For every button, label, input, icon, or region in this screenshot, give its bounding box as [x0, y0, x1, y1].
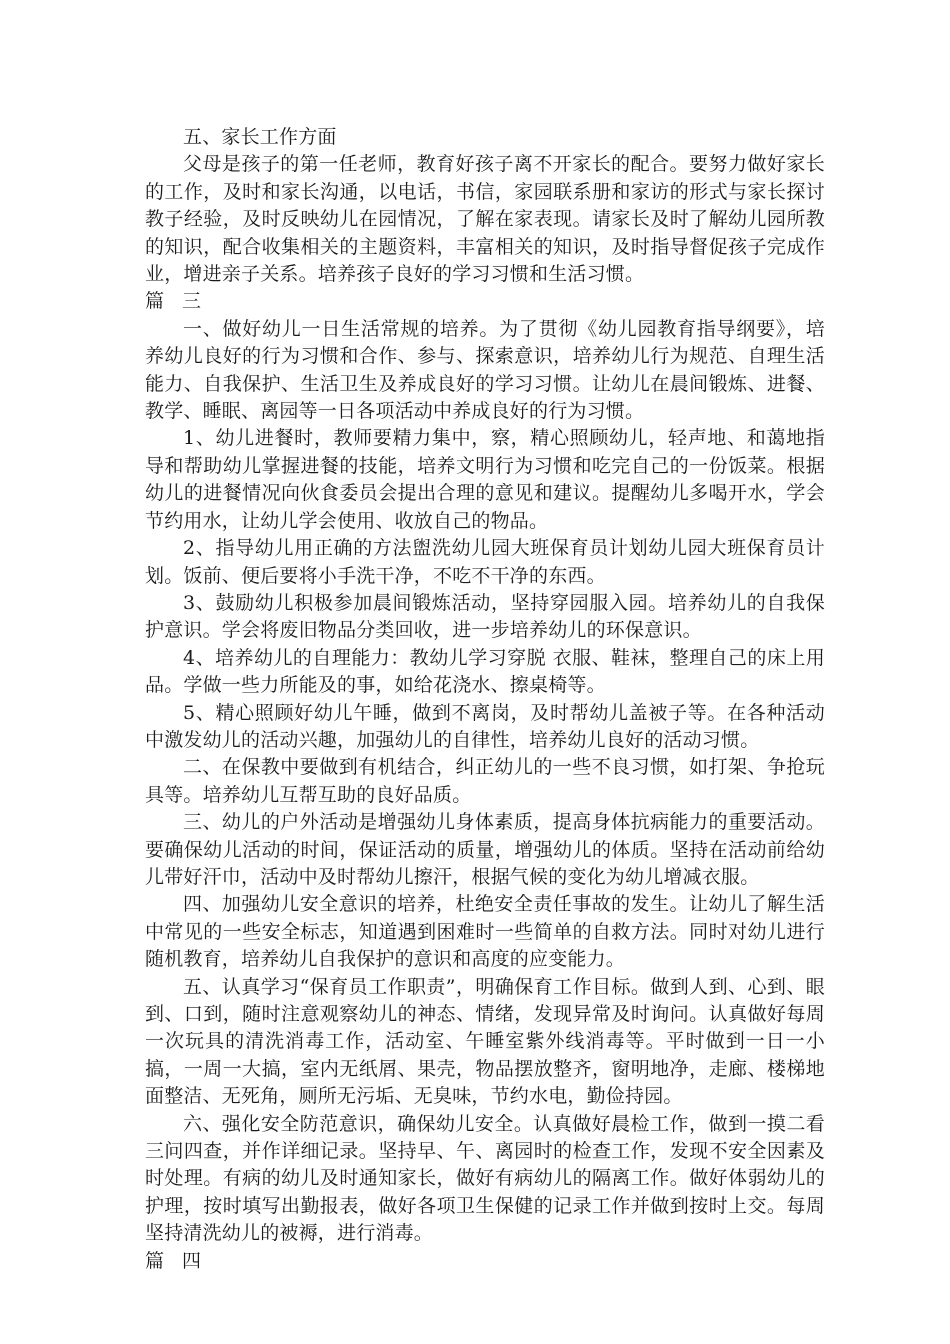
- paragraph-section-3: 三、幼儿的户外活动是增强幼儿身体素质，提高身体抗病能力的重要活动。要确保幼儿活动的时间，保证活动的质量，增强幼儿的体质。坚持在活动前给幼儿带好汗巾，活动中及时帮幼儿擦汗，根据气候的变化为幼儿增减衣服。: [145, 811, 825, 888]
- section-heading-parent-work: 五、家长工作方面: [183, 126, 337, 148]
- paragraph-section-2: 二、在保教中要做到有机结合，纠正幼儿的一些不良习惯，如打架、争抢玩具等。培养幼儿互帮互助的良好品质。: [145, 756, 825, 806]
- paragraph-section-4: 四、加强幼儿安全意识的培养，杜绝安全责任事故的发生。让幼儿了解生活中常见的一些安全标志，知道遇到困难时一些简单的自救方法。同时对幼儿进行随机教育，培养幼儿自我保护的意识和高度的应变能力。: [145, 893, 825, 971]
- paragraph-parent-work: 父母是孩子的第一任老师，教育好孩子离不开家长的配合。要努力做好家长的工作，及时和家长沟通，以电话，书信，家园联系册和家访的形式与家长探讨教子经验，及时反映幼儿在园情况，了解在家表现。请家长及时了解幼儿园所教的知识，配合收集相关的主题资料，丰富相关的知识，及时指导督促孩子完成作业，增进亲子关系。培养孩子良好的学习习惯和生活习惯。: [145, 153, 825, 286]
- paragraph-item-4: 4、培养幼儿的自理能力：教幼儿学习穿脱 衣服、鞋袜，整理自己的床上用品。学做一些力所能及的事，如给花浇水、擦桌椅等。: [145, 646, 825, 697]
- paragraph-item-2: 2、指导幼儿用正确的方法盥洗幼儿园大班保育员计划幼儿园大班保育员计划。饭前、便后要将小手洗干净，不吃不干净的东西。: [145, 537, 825, 587]
- paragraph-section-6: 六、强化安全防范意识，确保幼儿安全。认真做好晨检工作，做到一摸二看三问四查，并作详细记录。坚持早、午、离园时的检查工作，发现不安全因素及时处理。有病的幼儿及时通知家长，做好有病幼儿的隔离工作。做好体弱幼儿的护理，按时填写出勤报表，做好各项卫生保健的记录工作并做到按时上交。每周坚持清洗幼儿的被褥，进行消毒。: [145, 1112, 825, 1245]
- part-label-three: 篇 三: [145, 290, 208, 313]
- paragraph-section-5: 五、认真学习“保育员工作职责”，明确保育工作目标。做到人到、心到、眼到、口到，随时注意观察幼儿的神态、情绪，发现异常及时询问。认真做好每周一次玩具的清洗消毒工作，活动室、午睡室紫外线消毒等。平时做到一日一小搞，一周一大搞，室内无纸屑、果壳，物品摆放整齐，窗明地净，走廊、楼梯地面整洁、无死角，厕所无污垢、无臭味，节约水电，勤俭持园。: [145, 975, 825, 1108]
- paragraph-item-1: 1、幼儿进餐时，教师要精力集中，察，精心照顾幼儿，轻声地、和蔼地指导和帮助幼儿掌握进餐的技能，培养文明行为习惯和吃完自己的一份饭菜。根据幼儿的进餐情况向伙食委员会提出合理的意见和建议。提醒幼儿多喝开水，学会节约用水，让幼儿学会使用、收放自己的物品。: [145, 427, 825, 532]
- part-label-four: 篇 四: [145, 1249, 208, 1272]
- paragraph-item-5: 5、精心照顾好幼儿午睡，做到不离岗，及时帮幼儿盖被子等。在各种活动中激发幼儿的活动兴趣，加强幼儿的自律性，培养幼儿良好的活动习惯。: [145, 701, 825, 751]
- paragraph-item-3: 3、鼓励幼儿积极参加晨间锻炼活动，坚持穿园服入园。培养幼儿的自我保护意识。学会将废旧物品分类回收，进一步培养幼儿的环保意识。: [145, 591, 825, 642]
- document-page: [145, 124, 825, 1275]
- paragraph-daily-routine: 一、做好幼儿一日生活常规的培养。为了贯彻《幼儿园教育指导纲要》，培养幼儿良好的行为习惯和合作、参与、探索意识，培养幼儿行为规范、自理生活能力、自我保护、生活卫生及养成良好的学习习惯。让幼儿在晨间锻炼、进餐、教学、睡眠、离园等一日各项活动中养成良好的行为习惯。: [145, 317, 825, 423]
